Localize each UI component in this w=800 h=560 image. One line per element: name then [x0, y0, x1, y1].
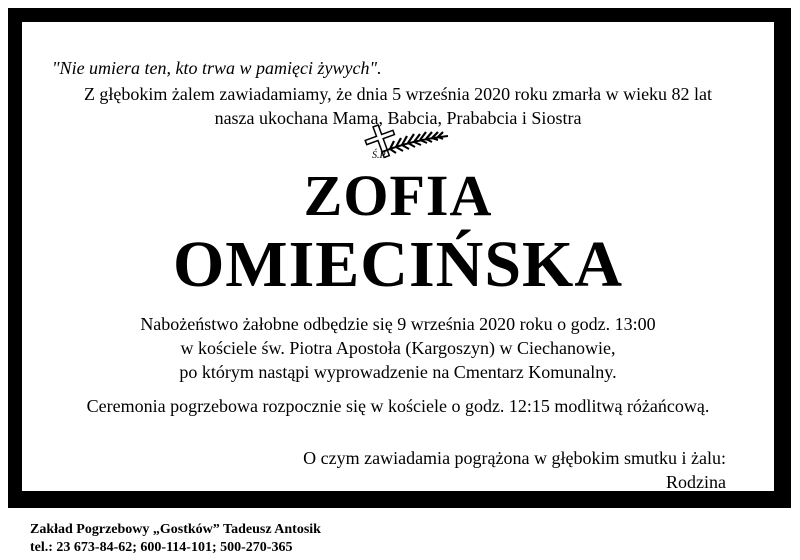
deceased-first-name: ZOFIA — [303, 163, 493, 228]
service-line-1: Nabożeństwo żałobne odbędzie się 9 września 2020 roku o godz. 13:00 — [140, 314, 656, 334]
family-signature: Rodzina — [666, 472, 726, 492]
funeral-home-name: Zakład Pogrzebowy „Gostków” Tadeusz Antosik — [30, 522, 321, 537]
service-line-2: w kościele św. Piotra Apostoła (Kargoszyn) w Ciechanowie, — [180, 338, 616, 358]
obituary-notice — [22, 22, 774, 491]
funeral-home-phones: tel.: 23 673-84-62; 600-114-101; 500-270-365 — [30, 540, 293, 555]
sp-caption: Ś.P. — [372, 150, 387, 161]
service-line-3: po którym nastąpi wyprowadzenie na Cmentarz Komunalny. — [179, 362, 617, 382]
ceremony-line: Ceremonia pogrzebowa rozpocznie się w kościele o godz. 12:15 modlitwą różańcową. — [86, 396, 710, 416]
closing-line: O czym zawiadamia pogrążona w głębokim smutku i żalu: — [303, 448, 726, 468]
announcement-line-2: nasza ukochana Mama, Babcia, Prababcia i Siostra — [214, 108, 582, 128]
announcement-line-1: Z głębokim żalem zawiadamiamy, że dnia 5 września 2020 roku zmarła w wieku 82 lat — [83, 84, 713, 104]
deceased-last-name: OMIECIŃSKA — [172, 228, 624, 301]
memorial-quote: "Nie umiera ten, kto trwa w pamięci żywych". — [52, 58, 382, 78]
